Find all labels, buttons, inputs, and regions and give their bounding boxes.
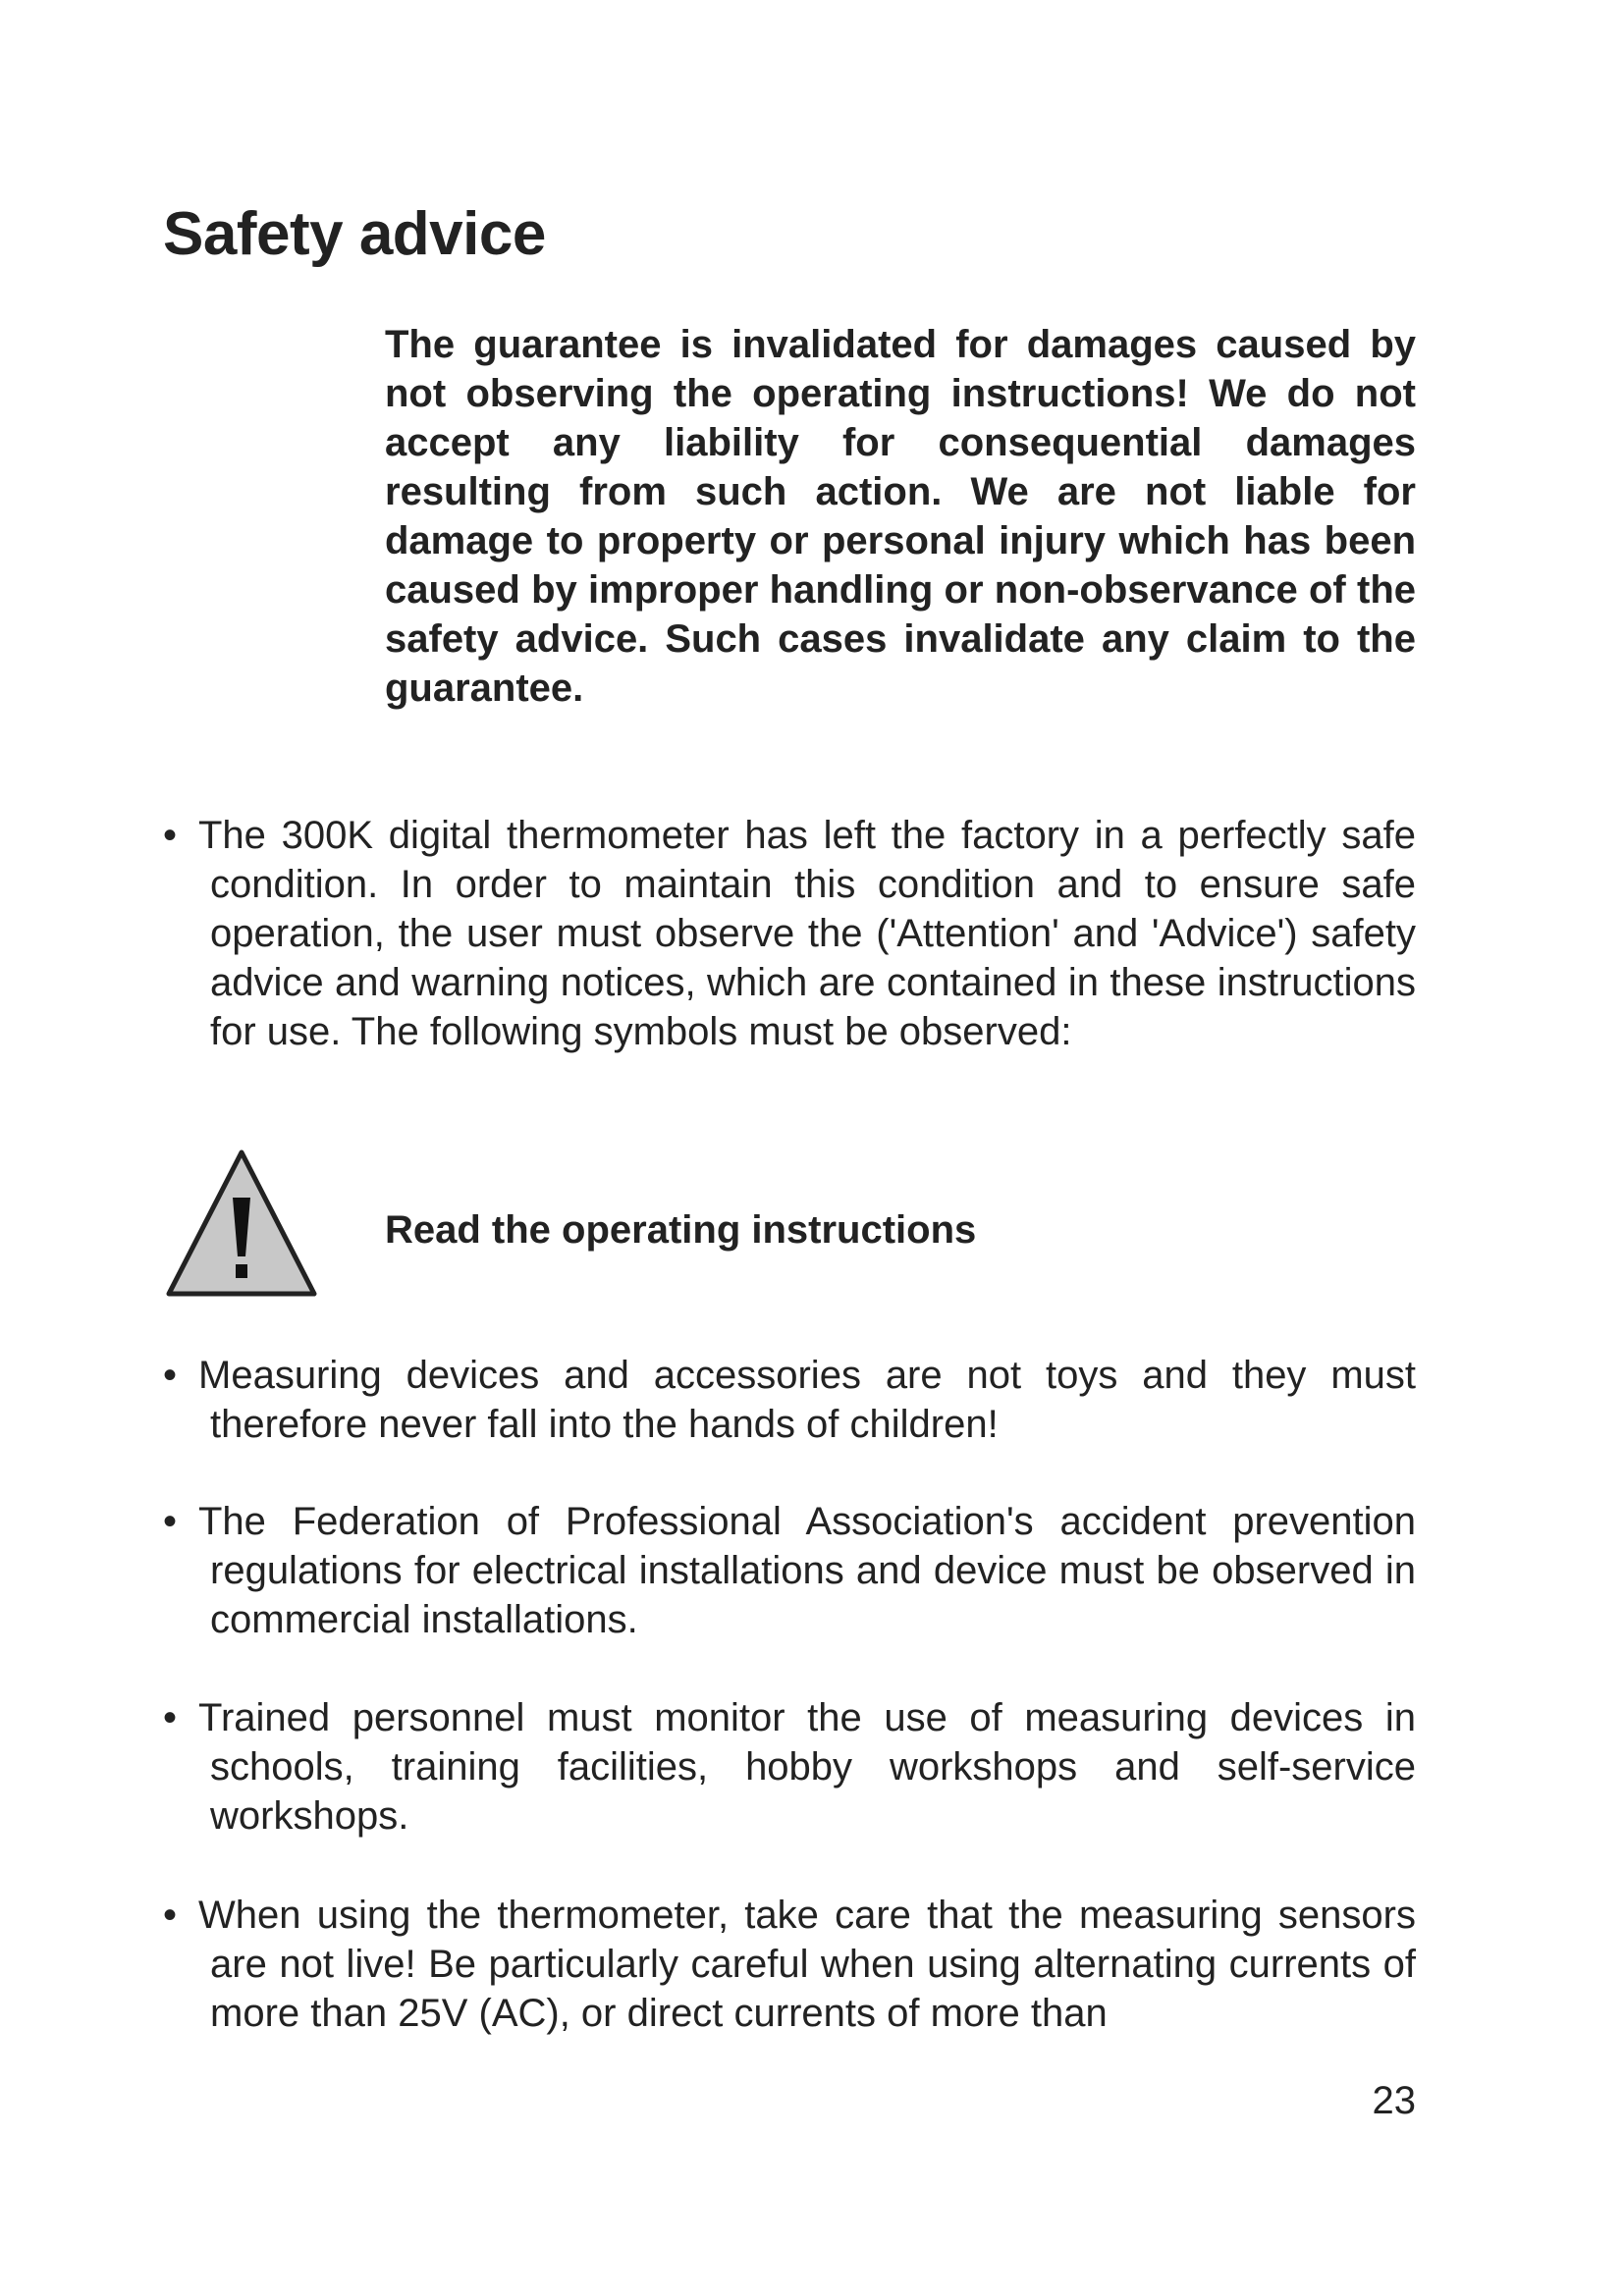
list-item-text: When using the thermometer, take care that the measuring sensors are not live! Be particularly careful when using alternating currents of more than 25V (AC), or direct currents of more than [198,1894,1416,2035]
list-item-text: Trained personnel must monitor the use of measuring devices in schools, training facilities, hobby workshops and self-service workshops. [198,1696,1416,1838]
bullet-icon: • [163,1500,178,1543]
bullet-icon: • [163,1696,178,1739]
list-item [163,1497,1416,1644]
list-item [163,1891,1416,2038]
list-item [163,1351,1416,1449]
symbol-row [163,1147,1416,1300]
list-item [163,1693,1416,1841]
list-item-text: Measuring devices and accessories are not toys and they must therefore never fall into the hands of children! [198,1354,1416,1446]
bullet-icon: • [163,814,178,857]
bullet-icon: • [163,1354,178,1397]
list-item-text: The 300K digital thermometer has left the factory in a perfectly safe condition. In order to maintain this condition and to ensure safe operation, the user must observe the ('Attention' and 'Advice') safety advice and warning notices, which are contained in these instructions for use. The following symbols must be observed: [198,814,1416,1053]
page-title: Safety advice [163,200,546,268]
page-number: 23 [1372,2079,1416,2122]
list-item-text: The Federation of Professional Association's accident prevention regulations for electrical installations and device must be observed in commercial installations. [198,1500,1416,1641]
symbol-label: Read the operating instructions [385,1208,977,1252]
bullet-icon: • [163,1894,178,1937]
list-item [163,811,1416,1056]
warning-triangle-icon [163,1147,320,1300]
guarantee-notice: The guarantee is invalidated for damages caused by not observing the operating instructions! We do not accept any liability for consequential damages resulting from such action. We are not liable for damage to property or personal injury which has been caused by improper handling or non-observance of the safety advice. Such cases invalidate any claim to the guarantee. [385,323,1416,710]
